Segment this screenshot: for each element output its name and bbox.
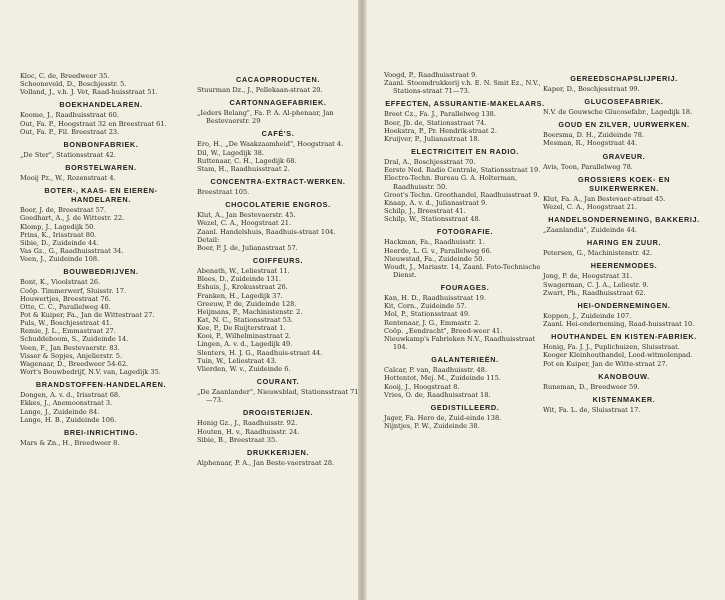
directory-entry: Lingen, A. v. d., Lagedijk 49. bbox=[197, 340, 293, 349]
directory-entry: Hackman, Fa., Raadhuisstr. 1. bbox=[384, 238, 485, 247]
directory-entry: Mooij Pz., W., Rozenstraat 4. bbox=[20, 174, 116, 183]
directory-entry: „De Zaanlander", Nieuwsblad, Stationsstraat 71—73. bbox=[197, 388, 359, 405]
directory-section bbox=[20, 267, 182, 376]
directory-entry: Voogd, P., Raadhuisstraat 9. bbox=[384, 71, 478, 79]
directory-entry: Ero, H., „De Waakzaamheid", Hoogstraat 4. bbox=[197, 140, 344, 149]
directory-entry: Puls, W., Boschjesstraat 41. bbox=[20, 319, 113, 328]
column-1 bbox=[20, 72, 182, 451]
directory-entry: Kooij, J., Hoogstraat 8. bbox=[384, 382, 460, 391]
directory-section bbox=[543, 152, 705, 171]
directory-entry: Dral, A., Boschjesstraat 70. bbox=[384, 158, 476, 167]
directory-entry: Kooger Kleinhouthandel, Lood-witmolenpad. bbox=[543, 351, 693, 360]
section-heading: BREI-INRICHTING. bbox=[63, 427, 139, 437]
directory-entry: Avis, Toon, Parallelweg 78. bbox=[543, 162, 633, 171]
directory-entry: Remie, J. L., Emmastraat 27. bbox=[20, 327, 116, 336]
section-heading: COIFFEURS. bbox=[252, 256, 304, 266]
directory-entry: Veen, F., Jan Bestevaerstr. 83. bbox=[20, 343, 120, 352]
directory-entry: Zaanl. Handelshuis, Raadhuis-straat 104. bbox=[197, 227, 336, 236]
directory-entry: Eshuis, J., Krokusstraat 26. bbox=[197, 283, 288, 292]
directory-section bbox=[543, 74, 705, 93]
directory-entry: Pot en Kuiper, Jan de Witte-straat 27. bbox=[543, 359, 668, 368]
directory-section bbox=[543, 372, 705, 391]
directory-entry: Schuddeboom, S., Zuideinde 14. bbox=[20, 335, 129, 344]
column-2 bbox=[197, 72, 359, 471]
section-heading: GOUD EN ZILVER, UURWERKEN. bbox=[558, 120, 690, 130]
section-heading: HEI-ONDERNEMINGEN. bbox=[577, 300, 671, 310]
directory-entry: Tuin, W., Leliestraat 43. bbox=[197, 356, 277, 365]
directory-entry: Houten, H. v., Raadhuisstr. 24. bbox=[197, 427, 300, 436]
directory-entry: Kruijver, P., Julianastraat 18. bbox=[384, 134, 480, 143]
directory-entry: Zwart, Ph., Raadhuisstraat 62. bbox=[543, 288, 646, 297]
section-heading: DRUKKERIJEN. bbox=[247, 447, 309, 457]
directory-section bbox=[384, 99, 546, 143]
directory-section bbox=[543, 175, 705, 211]
directory-entry: Coöp. „Eendracht", Breed-weer 41. bbox=[384, 326, 503, 335]
directory-entry: Boer, J. de, Breestraat 57. bbox=[20, 206, 107, 215]
directory-section bbox=[197, 408, 359, 443]
directory-entry: Calcar, P. van, Raadhuisstr. 48. bbox=[384, 366, 488, 375]
section-heading: GROSSIERS KOEK- EN SUIKERWERKEN. bbox=[578, 174, 670, 193]
section-heading: GALANTERIEËN. bbox=[431, 355, 499, 365]
directory-entry: Sibie, B., Breestraat 35. bbox=[197, 435, 278, 444]
directory-entry: Boersma, D. H., Zuideinde 78. bbox=[543, 131, 645, 140]
directory-entry: Ruttenaar, C. H., Lagedijk 68. bbox=[197, 156, 297, 165]
directory-section bbox=[384, 283, 546, 351]
section-heading: HEERENMODES. bbox=[590, 261, 658, 271]
directory-entry: Bont, K., Vioolstraat 26. bbox=[20, 278, 101, 287]
directory-entry: „De Ster", Stationsstraat 42. bbox=[20, 150, 116, 159]
directory-entry: Veen, J., Zuideinde 108. bbox=[20, 255, 100, 264]
directory-section bbox=[20, 140, 182, 159]
directory-section bbox=[197, 177, 359, 196]
section-heading: EFFECTEN, ASSURANTIE-MAKELAARS. bbox=[385, 99, 545, 109]
directory-entry: Dil, W., Lagedijk 38. bbox=[197, 148, 264, 157]
directory-entry: Lange, H. B., Zuideinde 106. bbox=[20, 415, 117, 424]
directory-entry: Sibie, D., Zuideinde 44. bbox=[20, 238, 99, 247]
directory-section bbox=[384, 355, 546, 399]
directory-section bbox=[197, 256, 359, 373]
directory-section bbox=[197, 377, 359, 404]
directory-section bbox=[20, 428, 182, 447]
directory-entry: Knaap, A. v. d., Julianastraat 9. bbox=[384, 198, 488, 207]
directory-entry: N.V. de Gouwsche Glucosefabr., Lagedijk 18. bbox=[543, 108, 693, 117]
directory-entry: Vlierden, W. v., Zuideinde 6. bbox=[197, 364, 291, 373]
section-heading: BOUWBEDRIJVEN. bbox=[63, 267, 139, 277]
directory-entry: Hottentot, Mej. M., Zuideinde 115. bbox=[384, 374, 501, 383]
directory-entry: Nieuwstad, Fa., Zuideinde 50. bbox=[384, 254, 485, 263]
directory-entry: Eerste Ned. Radio Centrale, Stationsstraat 19. bbox=[384, 166, 541, 175]
directory-entry: Electro-Techn. Bureau G. A. Holterman, Raadhuisstr. 50. bbox=[384, 174, 518, 191]
directory-entry: Coöp. Timmerwerf, Sluisstr. 17. bbox=[20, 286, 127, 295]
directory-section bbox=[197, 448, 359, 467]
directory-entry: „Ieders Belang", Fa. P. A. Al-phenaar, Jan Bestevaerstr. 29 bbox=[197, 109, 334, 126]
section-heading: CACAOPRODUCTEN. bbox=[236, 75, 320, 84]
directory-entry: Nijntjes, P. W., Zuideinde 38. bbox=[384, 422, 480, 430]
section-heading: DROGISTERIJEN. bbox=[242, 408, 314, 418]
directory-entry: Klomp, J., Lagedijk 50. bbox=[20, 222, 96, 231]
directory-entry: Hoekstra, P., Pr. Hendrik-straat 2. bbox=[384, 126, 497, 135]
section-heading: GEREEDSCHAPSLIJPERIJ. bbox=[570, 74, 678, 83]
directory-entry: Zaanl. Stoomdrukkerij v.h. E. N. Smit Ez., N.V., Stations-straat 71—73. bbox=[384, 79, 541, 96]
section-heading: COURANT. bbox=[256, 377, 300, 387]
directory-section bbox=[20, 100, 182, 135]
directory-entry: Greeuw, P. de, Zuideinde 128. bbox=[197, 299, 297, 308]
column-3 bbox=[384, 71, 546, 434]
section-heading: CHOCOLATERIE ENGROS. bbox=[225, 200, 331, 210]
directory-entry: Koppen, J., Zuideinde 107. bbox=[543, 311, 632, 320]
directory-entry: Wit, Fa. L. de, Sluisstraat 17. bbox=[543, 405, 641, 414]
section-heading: GLUCOSEFABRIEK. bbox=[584, 97, 664, 107]
section-heading: BONBONFABRIEK. bbox=[63, 139, 139, 149]
directory-section bbox=[384, 227, 546, 279]
directory-entry: Koome, J., Raadhuisstraat 60. bbox=[20, 111, 119, 120]
directory-section bbox=[197, 75, 359, 94]
directory-entry: Wagenaar, D., Breedweer 54-62. bbox=[20, 359, 129, 368]
directory-section bbox=[384, 403, 546, 430]
directory-entry: Petersen, G., Machinistenstr. 42. bbox=[543, 249, 653, 258]
section-heading: CONCENTRA-EXTRACT-WERKEN. bbox=[210, 177, 346, 187]
section-heading: HARING EN ZUUR. bbox=[586, 238, 662, 248]
directory-entry: „Zaanlandia", Zuideinde 44. bbox=[543, 226, 637, 235]
directory-section bbox=[384, 71, 546, 95]
directory-section bbox=[543, 120, 705, 147]
directory-section bbox=[20, 186, 182, 263]
section-heading: FOURAGES. bbox=[440, 283, 490, 293]
section-heading: HOUTHANDEL EN KISTEN-FABRIEK. bbox=[551, 332, 697, 342]
directory-entry: Houwertjes, Breestraat 76. bbox=[20, 294, 111, 303]
directory-entry: Mars & Zn., H., Breedweer 8. bbox=[20, 438, 120, 447]
directory-entry: Zaanl. Hei-onderneming, Raad-huisstraat 10. bbox=[543, 320, 695, 329]
directory-entry: Heijmans, P., Machinistenstr. 2. bbox=[197, 307, 303, 316]
directory-entry: Breet Cz., Fa. J., Parallelweg 138. bbox=[384, 110, 496, 119]
section-heading: KISTENMAKER. bbox=[592, 394, 656, 404]
directory-entry: Lange, J., Zuideinde 84. bbox=[20, 407, 100, 416]
directory-entry: Otte, C. C., Parallelweg 40. bbox=[20, 302, 111, 311]
directory-entry: Jager, Fa. Hero de, Zuid-einde 138. bbox=[384, 413, 502, 422]
section-heading: HANDELSONDERNEMING, BAKKERIJ. bbox=[548, 215, 700, 225]
directory-entry: Kloc, C. de, Breedweer 35. bbox=[20, 72, 110, 80]
directory-entry: Schilp, W., Stationsstraat 48. bbox=[384, 215, 481, 224]
directory-entry: Stuurman Dz., J., Pellekaan-straat 20. bbox=[197, 86, 323, 94]
directory-entry: Jong, P. de, Hoogstraat 31. bbox=[543, 272, 633, 281]
directory-entry: Slenters, H. J. G., Raadhuis-straat 44. bbox=[197, 348, 323, 357]
directory-entry: Nieuwkamp's Fabrieken N.V., Raadhuisstraat 104. bbox=[384, 334, 536, 352]
section-heading: GEDISTILLEERD. bbox=[430, 402, 500, 412]
directory-entry: Swagerman, C. J. A., Leliestr. 9. bbox=[543, 280, 649, 289]
directory-entry: Boer, P. J. de, Julianastraat 57. bbox=[197, 243, 298, 252]
directory-entry: Kit, Corn., Zuideinde 57. bbox=[384, 302, 467, 311]
directory-entry: Kat, N. C., Stationsstraat 53. bbox=[197, 315, 294, 324]
directory-entry: Rentenaar, J. G., Emmastr. 2. bbox=[384, 318, 481, 327]
directory-entry: Blees, D., Zuideinde 131. bbox=[197, 275, 281, 284]
directory-entry: Alphenaar, P. A., Jan Beste-vaerstraat 28. bbox=[197, 458, 335, 467]
directory-section bbox=[197, 200, 359, 252]
directory-entry: Klut, Fa. A., Jan Bestevaer-straat 45. bbox=[543, 194, 666, 203]
section-heading: CAFÉ'S. bbox=[261, 129, 295, 139]
directory-entry: Vas Gz., G., Raadhuisstraat 34. bbox=[20, 247, 124, 256]
directory-section bbox=[543, 215, 705, 234]
directory-entry: Abenath, W., Leliestraat 11. bbox=[197, 267, 290, 276]
directory-entry: Honig, Fa. J. J., Puplichuizen, Sluisstraat. bbox=[543, 343, 680, 352]
directory-entry: Kaper, D., Boschjesstraat 99. bbox=[543, 85, 640, 93]
directory-section bbox=[20, 380, 182, 424]
directory-entry: Honig Gz., J., Raadhuisstr. 92. bbox=[197, 419, 298, 428]
directory-entry: Kooi, P., Wilhelminastraat 2. bbox=[197, 332, 292, 341]
book-gutter bbox=[358, 0, 367, 600]
directory-entry: Out, Fa. P., Fil. Breestraat 23. bbox=[20, 127, 120, 136]
directory-entry: Breestraat 105. bbox=[197, 188, 250, 197]
directory-entry: Out, Fa. P., Hoogstraat 32 en Breestraat 61. bbox=[20, 119, 167, 128]
directory-entry: Wezel, C. A., Hoogstraat 21. bbox=[543, 202, 638, 211]
directory-entry: Boer, Jb. de, Stationsstraat 74. bbox=[384, 118, 487, 127]
directory-section bbox=[543, 332, 705, 367]
directory-entry: Volland, J., v.h. J. Vet, Raad-huisstraat 51. bbox=[20, 88, 158, 97]
section-heading: BOTER-, KAAS- EN EIEREN-HANDELAREN. bbox=[44, 186, 158, 205]
directory-entry: Visser & Sopjes, Anjelierstr. 5. bbox=[20, 351, 123, 360]
section-heading: ELECTRICITEIT EN RADIO. bbox=[411, 147, 519, 157]
section-heading: BORSTELWAREN. bbox=[65, 163, 137, 173]
directory-section bbox=[543, 395, 705, 414]
directory-entry: Kan, H. D., Raadhuisstraat 19. bbox=[384, 294, 487, 303]
column-4 bbox=[543, 71, 705, 418]
directory-entry: Groot's Techn. Groothandel, Raadhuisstraat 9. bbox=[384, 190, 540, 199]
section-heading: GRAVEUR. bbox=[602, 151, 646, 161]
section-heading: KANOBOUW. bbox=[598, 371, 650, 381]
section-heading: BRANDSTOFFEN-HANDELAREN. bbox=[35, 380, 167, 390]
directory-section bbox=[543, 261, 705, 296]
directory-entry: Detail: bbox=[197, 235, 220, 244]
directory-section bbox=[197, 98, 359, 125]
directory-entry: Goedhart, A., J. de Wittestr. 22. bbox=[20, 214, 125, 223]
directory-section bbox=[20, 163, 182, 182]
directory-entry: Dongen, A. v. d., Irisstraat 68. bbox=[20, 391, 121, 400]
directory-entry: Kee, P., De Ruijterstraat 1. bbox=[197, 324, 286, 333]
directory-entry: Pot & Kuiper, Fa., Jan de Wittestraat 27. bbox=[20, 310, 155, 319]
directory-entry: Wort's Bouwbedrijf, N.V. van, Lagedijk 35. bbox=[20, 368, 161, 377]
directory-entry: Woudt, J., Mariastr. 14, Zaanl. Foto-Technische Dienst. bbox=[384, 262, 541, 279]
directory-entry: Schooneveld, D., Boschjesstr. 5. bbox=[20, 80, 127, 89]
directory-entry: Prins, K., Irisstraat 80. bbox=[20, 230, 97, 239]
section-heading: BOEKHANDELAREN. bbox=[59, 100, 143, 110]
section-heading: CARTONNAGEFABRIEK. bbox=[229, 98, 327, 108]
directory-section bbox=[20, 72, 182, 96]
directory-section bbox=[543, 238, 705, 257]
directory-entry: Wezel, C. A., Hoogstraat 21. bbox=[197, 219, 292, 228]
directory-section bbox=[384, 147, 546, 223]
directory-section bbox=[197, 129, 359, 173]
directory-entry: Klut, A., Jan Bestevaerstr. 45. bbox=[197, 211, 296, 220]
section-heading: FOTOGRAFIE. bbox=[436, 227, 494, 237]
directory-entry: Ekkes, J., Anemoonstraat 3. bbox=[20, 399, 113, 408]
directory-entry: Schilp, J., Breestraat 41. bbox=[384, 207, 466, 216]
directory-entry: Mol, P., Stationsstraat 49. bbox=[384, 310, 471, 319]
directory-section bbox=[543, 301, 705, 328]
directory-entry: Stam, H., Raadhuisstraat 2. bbox=[197, 164, 290, 173]
directory-entry: Franken, H., Lagedijk 37. bbox=[197, 291, 283, 300]
directory-entry: Vries, O. de, Raadhuisstraat 18. bbox=[384, 390, 491, 399]
directory-entry: Runeman, D., Breedweer 59. bbox=[543, 382, 640, 391]
directory-section bbox=[543, 97, 705, 116]
directory-entry: Mesman, R., Hoogstraat 44. bbox=[543, 139, 638, 148]
directory-entry: Heerde, L. G. v., Parallelweg 66. bbox=[384, 246, 492, 255]
